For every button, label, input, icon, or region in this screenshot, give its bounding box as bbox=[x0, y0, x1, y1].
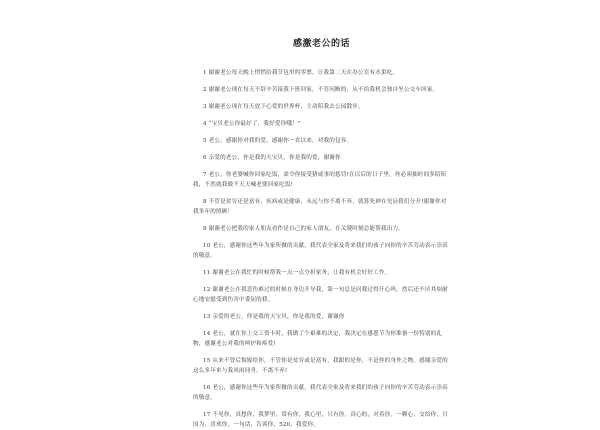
list-item: 7 老公，你老婆喊你回家吃饭，命令你接受猪咸事的惩罚!在以后的日子里，你必须抽时间多陪陪我，不然就我做不天天喊老婆回家吃饭! bbox=[193, 172, 447, 188]
list-item: 2 谢谢老公现在每天不辞辛苦接我下班回家，不管问断的，从不给我机会独自坐公交车回家。 bbox=[203, 87, 439, 93]
list-item: 1 谢谢老公每天晚上悄悄给我节包里的零票，让我第二天在办公室有水果吃。 bbox=[203, 70, 399, 76]
list-item: 13 亲爱的老公，你是我的天宝贝，你是我的爱，谢谢你 bbox=[203, 314, 345, 320]
list-item: 9 谢谢老公把我的家人朋友看作是自己的家人朋友，在关键时刻总能帮我出力。 bbox=[203, 226, 404, 232]
list-item: 11 谢谢老公在我忙的时候帮我一点一点分担家务，让我有机会好好工作。 bbox=[203, 270, 391, 276]
list-item: 4 “宝贝老公你最好了，我好爱你哦！” bbox=[203, 121, 301, 127]
list-item: 15 从来不曾后悔嫁给你，不管你是贫穷或是富有，我跟的是你，不是你的身外之物。感谢亲爱的这么多年来与我风雨同舟，不离不弃! bbox=[193, 358, 448, 374]
item-list bbox=[193, 68, 450, 430]
list-item: 17 不见你，真想你，我梦里，常有你，我心里，只有你。真心的，对着你，一颗心，交给你，只因为，喜欢你，一句话，告诉你，520，我爱你。 bbox=[193, 412, 448, 428]
list-item: 12 谢谢老公在我悲伤难过的时候在身边开导我，第一句总是问我过得开心吗，然后还不厌其烦耐心地安慰受到伤害中委屈的我。 bbox=[193, 287, 448, 303]
list-item: 14 老公，就在你上交工资卡时，我做了个艰难的决定，我决定在感恩节为你准备一份特别的礼物，感谢老公对我的呵护和疼爱! bbox=[193, 331, 443, 347]
list-item: 6 亲爱的老公，你是我的天宝贝，你是我的爱，谢谢你 bbox=[203, 155, 341, 161]
list-item: 3 谢谢老公现在每天放下心爱的世界杯，主动陪我去公园散步。 bbox=[203, 104, 364, 110]
list-item: 10 老公，感谢你这些年为家所做的贡献，我代表全家及将来我们的孩子向你的辛苦劳动表示崇高的敬意。 bbox=[193, 243, 448, 259]
list-item: 5 老公，感谢你对我的爱，感谢你一直以来，对我的包容。 bbox=[203, 138, 353, 144]
document-title: 感激老公的话 bbox=[292, 39, 350, 49]
list-item: 8 不管是贫穷还是富有，疾病或是健康，永远与你不离不弃，就算死神在见证我们分开!谢谢你对我多年的照顾！ bbox=[193, 199, 447, 215]
list-item: 16 老公，感谢你这些年为家所做的贡献，我代表全家及将来我们的孩子向你的辛苦劳动表示崇高的敬意。 bbox=[193, 385, 448, 401]
